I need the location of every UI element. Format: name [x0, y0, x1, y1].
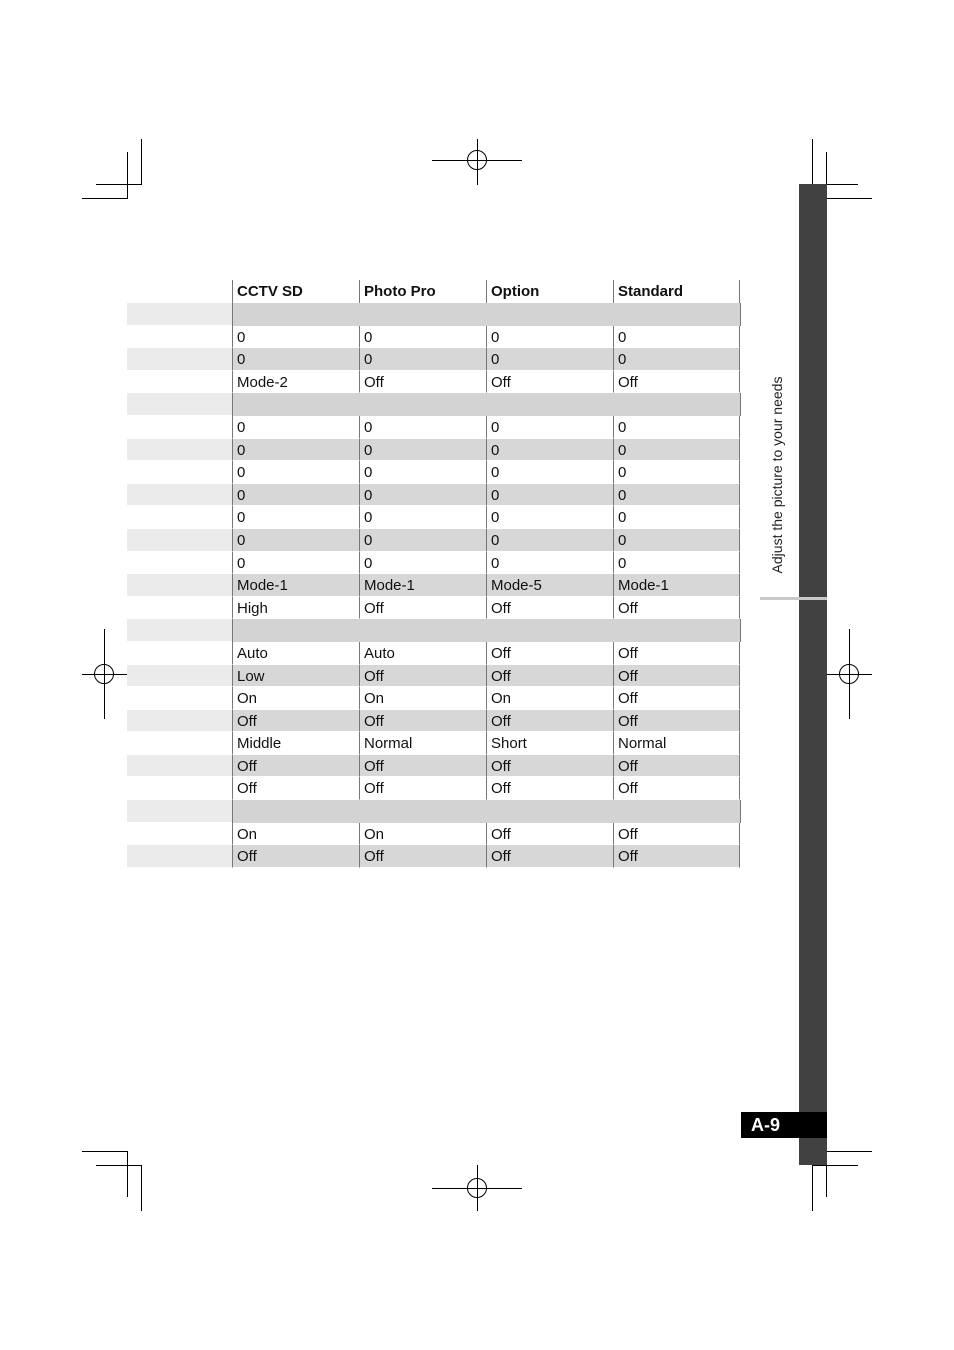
table-row	[127, 665, 741, 688]
table-cell: Off	[359, 755, 486, 778]
table-cell: 0	[359, 348, 486, 371]
table-cell: 0	[486, 552, 613, 575]
row-label-cell	[127, 303, 232, 326]
row-label-cell	[127, 574, 232, 597]
table-cell: On	[232, 823, 359, 846]
row-label-cell	[127, 439, 232, 462]
table-cell: 0	[232, 506, 359, 529]
row-label-cell	[127, 800, 232, 823]
table-cell: Mode-2	[232, 371, 359, 394]
table-cell: Off	[486, 823, 613, 846]
table-cell: Off	[613, 777, 740, 800]
table-row	[127, 506, 741, 529]
table-cell: 0	[486, 529, 613, 552]
section-row	[127, 800, 741, 823]
row-label-cell	[127, 348, 232, 371]
crop-mark	[96, 184, 142, 185]
table-cell: Off	[486, 371, 613, 394]
crop-mark	[826, 198, 872, 199]
table-cell: On	[486, 687, 613, 710]
crop-mark	[812, 1165, 858, 1166]
section-band	[232, 393, 741, 416]
table-row	[127, 326, 741, 349]
table-row	[127, 755, 741, 778]
table-cell: 0	[359, 529, 486, 552]
table-row	[127, 529, 741, 552]
table-cell: Off	[359, 371, 486, 394]
table-row	[127, 552, 741, 575]
table-cell: 0	[359, 439, 486, 462]
row-label-cell	[127, 710, 232, 733]
crop-mark	[82, 1151, 128, 1152]
table-cell: Off	[613, 642, 740, 665]
row-label-cell	[127, 777, 232, 800]
table-cell: Off	[232, 710, 359, 733]
table-cell: Off	[613, 687, 740, 710]
row-label-cell	[127, 823, 232, 846]
row-label-cell	[127, 687, 232, 710]
table-cell: Off	[486, 710, 613, 733]
table-cell: 0	[232, 461, 359, 484]
row-label-cell	[127, 552, 232, 575]
row-label-cell	[127, 371, 232, 394]
crop-mark	[812, 139, 813, 185]
row-label-cell	[127, 597, 232, 620]
section-band	[232, 619, 741, 642]
table-cell: Mode-5	[486, 574, 613, 597]
table-row	[127, 642, 741, 665]
table-row	[127, 777, 741, 800]
table-cell: 0	[486, 461, 613, 484]
table-cell: High	[232, 597, 359, 620]
table-cell: 0	[359, 484, 486, 507]
table-cell: Normal	[359, 732, 486, 755]
row-label-cell	[127, 393, 232, 416]
row-label-cell	[127, 732, 232, 755]
section-row	[127, 393, 741, 416]
table-body	[127, 303, 741, 868]
table-cell: 0	[359, 461, 486, 484]
table-cell: Mode-1	[359, 574, 486, 597]
table-cell: Off	[613, 710, 740, 733]
table-cell: Auto	[359, 642, 486, 665]
table-cell: Off	[359, 777, 486, 800]
table-row	[127, 732, 741, 755]
table-cell: Off	[359, 845, 486, 868]
table-cell: On	[359, 823, 486, 846]
side-caption-text: Adjust the picture to your needs	[769, 376, 785, 574]
crop-mark	[826, 1151, 872, 1152]
table-cell: Off	[613, 823, 740, 846]
table-cell: 0	[486, 484, 613, 507]
table-row	[127, 597, 741, 620]
table-cell: 0	[232, 484, 359, 507]
table-cell: Off	[232, 777, 359, 800]
table-cell: 0	[232, 529, 359, 552]
table-cell: 0	[232, 416, 359, 439]
table-cell: 0	[613, 326, 740, 349]
crop-mark	[82, 198, 128, 199]
section-row	[127, 619, 741, 642]
table-cell: 0	[232, 552, 359, 575]
table-cell: 0	[486, 348, 613, 371]
column-header: Photo Pro	[359, 280, 486, 303]
table-row	[127, 823, 741, 846]
row-label-cell	[127, 619, 232, 642]
side-divider	[760, 597, 827, 600]
table-cell: Off	[359, 710, 486, 733]
row-label-cell	[127, 529, 232, 552]
crop-mark	[96, 1165, 142, 1166]
table-cell: Short	[486, 732, 613, 755]
table-cell: Normal	[613, 732, 740, 755]
table-cell: Off	[359, 597, 486, 620]
table-header	[127, 280, 741, 303]
table-cell: Off	[613, 665, 740, 688]
table-cell: 0	[359, 326, 486, 349]
crop-mark	[812, 1165, 813, 1211]
table-cell: 0	[613, 506, 740, 529]
table-cell: Mode-1	[613, 574, 740, 597]
page-number: A-9	[741, 1112, 827, 1138]
section-band	[232, 303, 741, 326]
side-tab-bar	[799, 184, 827, 1165]
table-cell: Off	[359, 665, 486, 688]
section-band	[232, 800, 741, 823]
table-cell: 0	[486, 439, 613, 462]
table-cell: Off	[613, 597, 740, 620]
table-cell: 0	[613, 416, 740, 439]
table-cell: Off	[232, 845, 359, 868]
table-cell: Low	[232, 665, 359, 688]
header-label-cell	[127, 280, 232, 303]
row-label-cell	[127, 755, 232, 778]
table-cell: Off	[486, 642, 613, 665]
table-cell: Off	[232, 755, 359, 778]
table-row	[127, 845, 741, 868]
table-cell: Off	[486, 597, 613, 620]
table-cell: 0	[613, 348, 740, 371]
table-cell: Mode-1	[232, 574, 359, 597]
table-cell: 0	[613, 484, 740, 507]
table-cell: Off	[486, 755, 613, 778]
table-row	[127, 484, 741, 507]
table-cell: Off	[486, 777, 613, 800]
row-label-cell	[127, 461, 232, 484]
table-cell: 0	[359, 552, 486, 575]
crop-mark	[141, 1165, 142, 1211]
column-header: Standard	[613, 280, 740, 303]
table-row	[127, 461, 741, 484]
table-row	[127, 416, 741, 439]
row-label-cell	[127, 326, 232, 349]
crop-mark	[141, 139, 142, 185]
table-cell: Off	[486, 845, 613, 868]
table-row	[127, 710, 741, 733]
row-label-cell	[127, 665, 232, 688]
registration-circle	[467, 1178, 487, 1198]
crop-mark	[127, 152, 128, 198]
table-cell: Middle	[232, 732, 359, 755]
table-cell: Auto	[232, 642, 359, 665]
row-label-cell	[127, 642, 232, 665]
table-cell: Off	[486, 665, 613, 688]
table-cell: 0	[613, 461, 740, 484]
table-cell: On	[232, 687, 359, 710]
table-cell: Off	[613, 755, 740, 778]
row-label-cell	[127, 416, 232, 439]
row-label-cell	[127, 484, 232, 507]
table-cell: Off	[613, 371, 740, 394]
table-cell: 0	[486, 416, 613, 439]
table-cell: Off	[613, 845, 740, 868]
table-cell: 0	[232, 326, 359, 349]
table-cell: 0	[359, 506, 486, 529]
registration-circle	[94, 664, 114, 684]
row-label-cell	[127, 845, 232, 868]
crop-mark	[127, 1151, 128, 1197]
table-row	[127, 348, 741, 371]
registration-circle	[467, 150, 487, 170]
table-cell: 0	[359, 416, 486, 439]
table-cell: On	[359, 687, 486, 710]
row-label-cell	[127, 506, 232, 529]
table-row	[127, 371, 741, 394]
table-row	[127, 574, 741, 597]
table-cell: 0	[613, 439, 740, 462]
column-header: Option	[486, 280, 613, 303]
table-cell: 0	[613, 552, 740, 575]
registration-circle	[839, 664, 859, 684]
settings-table	[127, 280, 741, 868]
table-cell: 0	[613, 529, 740, 552]
table-row	[127, 687, 741, 710]
column-header: CCTV SD	[232, 280, 359, 303]
table-cell: 0	[486, 326, 613, 349]
table-cell: 0	[486, 506, 613, 529]
table-cell: 0	[232, 439, 359, 462]
section-row	[127, 303, 741, 326]
table-row	[127, 439, 741, 462]
table-cell: 0	[232, 348, 359, 371]
